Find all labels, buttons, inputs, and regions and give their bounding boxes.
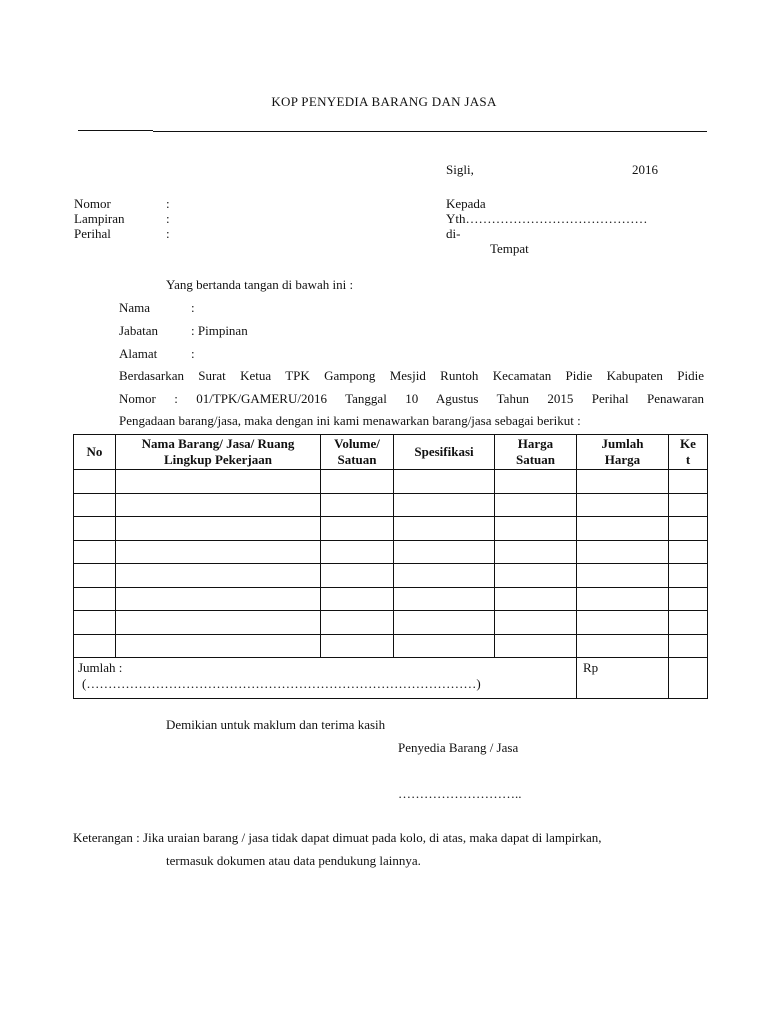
paragraph-line-2: Nomor : 01/TPK/GAMERU/2016 Tanggal 10 Agustus Tahun 2015 Perihal Penawaran [119,391,704,406]
cell-item-name [116,470,321,494]
cell-unit-price [495,611,577,635]
total-cell [74,658,577,699]
letterhead-rule-thick [78,130,153,131]
letterhead-title: KOP PENYEDIA BARANG DAN JASA [271,94,497,109]
header-unit-price: Harga Satuan [495,435,577,470]
cell-total-price [577,517,669,541]
cell-specification [394,493,495,517]
signature-line: ……………………….. [398,786,522,801]
cell-remarks [669,564,708,588]
cell-total-price [577,564,669,588]
table-row [74,564,708,588]
cell-no [74,634,116,658]
cell-item-name [116,587,321,611]
cell-volume [321,611,394,635]
total-label: Jumlah : [78,660,123,675]
cell-no [74,470,116,494]
total-in-words: (………………………………………………………………………………) [82,676,481,691]
cell-item-name [116,634,321,658]
table-row [74,470,708,494]
letter-year: 2016 [632,162,658,177]
cell-remarks [669,470,708,494]
cell-volume [321,493,394,517]
table-row [74,517,708,541]
letter-place: Sigli, [446,162,474,177]
table-total-row [74,658,708,699]
cell-total-price [577,587,669,611]
cell-specification [394,634,495,658]
cell-specification [394,611,495,635]
cell-no [74,611,116,635]
cell-volume [321,517,394,541]
recipient-to: Kepada [446,196,486,211]
opening-line: Yang bertanda tangan di bawah ini : [166,277,354,292]
table-header-row [74,435,708,470]
cell-specification [394,517,495,541]
field-value-jabatan: : Pimpinan [191,323,248,338]
cell-remarks [669,517,708,541]
table-row [74,493,708,517]
cell-unit-price [495,493,577,517]
field-label-alamat: Alamat [119,346,158,361]
paragraph-line-1: Berdasarkan Surat Ketua TPK Gampong Mesjid Runtoh Kecamatan Pidie Kabupaten Pidie [119,368,704,383]
cell-item-name [116,564,321,588]
cell-item-name [116,611,321,635]
recipient-di: di- [446,226,461,241]
note-line-1: Keterangan : Jika uraian barang / jasa tidak dapat dimuat pada kolo, di atas, maka dapat di lampirkan, [73,830,602,845]
header-specification: Spesifikasi [394,435,495,470]
meta-label-nomor: Nomor [74,196,111,211]
header-no: No [74,435,116,470]
cell-volume [321,587,394,611]
cell-total-price [577,611,669,635]
cell-volume [321,470,394,494]
cell-total-price [577,493,669,517]
cell-item-name [116,517,321,541]
header-item-name: Nama Barang/ Jasa/ Ruang Lingkup Pekerjaan [116,435,321,470]
total-remarks-cell [669,658,708,699]
table-row [74,587,708,611]
cell-unit-price [495,540,577,564]
table-row [74,540,708,564]
meta-label-lampiran: Lampiran [74,211,125,226]
field-value-alamat: : [191,346,195,361]
cell-remarks [669,634,708,658]
recipient-tempat: Tempat [490,241,529,256]
cell-no [74,517,116,541]
letterhead-rule [153,131,707,132]
cell-no [74,493,116,517]
cell-no [74,564,116,588]
note-line-2: termasuk dokumen atau data pendukung lainnya. [166,853,421,868]
field-value-nama: : [191,300,195,315]
cell-unit-price [495,634,577,658]
cell-remarks [669,587,708,611]
table-row [74,634,708,658]
closing-text: Demikian untuk maklum dan terima kasih [166,717,386,732]
cell-specification [394,540,495,564]
header-remarks: Ke t [669,435,708,470]
cell-no [74,587,116,611]
cell-specification [394,587,495,611]
field-label-jabatan: Jabatan [119,323,158,338]
cell-unit-price [495,517,577,541]
header-volume: Volume/ Satuan [321,435,394,470]
table-row [74,611,708,635]
recipient-yth: Yth…………………………………… [446,211,648,226]
cell-remarks [669,611,708,635]
header-total-price: Jumlah Harga [577,435,669,470]
cell-item-name [116,540,321,564]
cell-remarks [669,540,708,564]
meta-sep-nomor: : [166,196,170,211]
cell-specification [394,470,495,494]
meta-sep-perihal: : [166,226,170,241]
meta-sep-lampiran: : [166,211,170,226]
cell-unit-price [495,470,577,494]
cell-volume [321,634,394,658]
total-currency: Rp [577,658,669,699]
cell-total-price [577,470,669,494]
meta-label-perihal: Perihal [74,226,111,241]
cell-total-price [577,634,669,658]
cell-specification [394,564,495,588]
cell-unit-price [495,564,577,588]
cell-volume [321,540,394,564]
field-label-nama: Nama [119,300,151,315]
offer-table [73,434,708,699]
cell-remarks [669,493,708,517]
cell-unit-price [495,587,577,611]
signatory-title: Penyedia Barang / Jasa [398,740,519,755]
cell-volume [321,564,394,588]
cell-item-name [116,493,321,517]
cell-no [74,540,116,564]
paragraph-line-3: Pengadaan barang/jasa, maka dengan ini kami menawarkan barang/jasa sebagai berikut : [119,413,581,428]
cell-total-price [577,540,669,564]
